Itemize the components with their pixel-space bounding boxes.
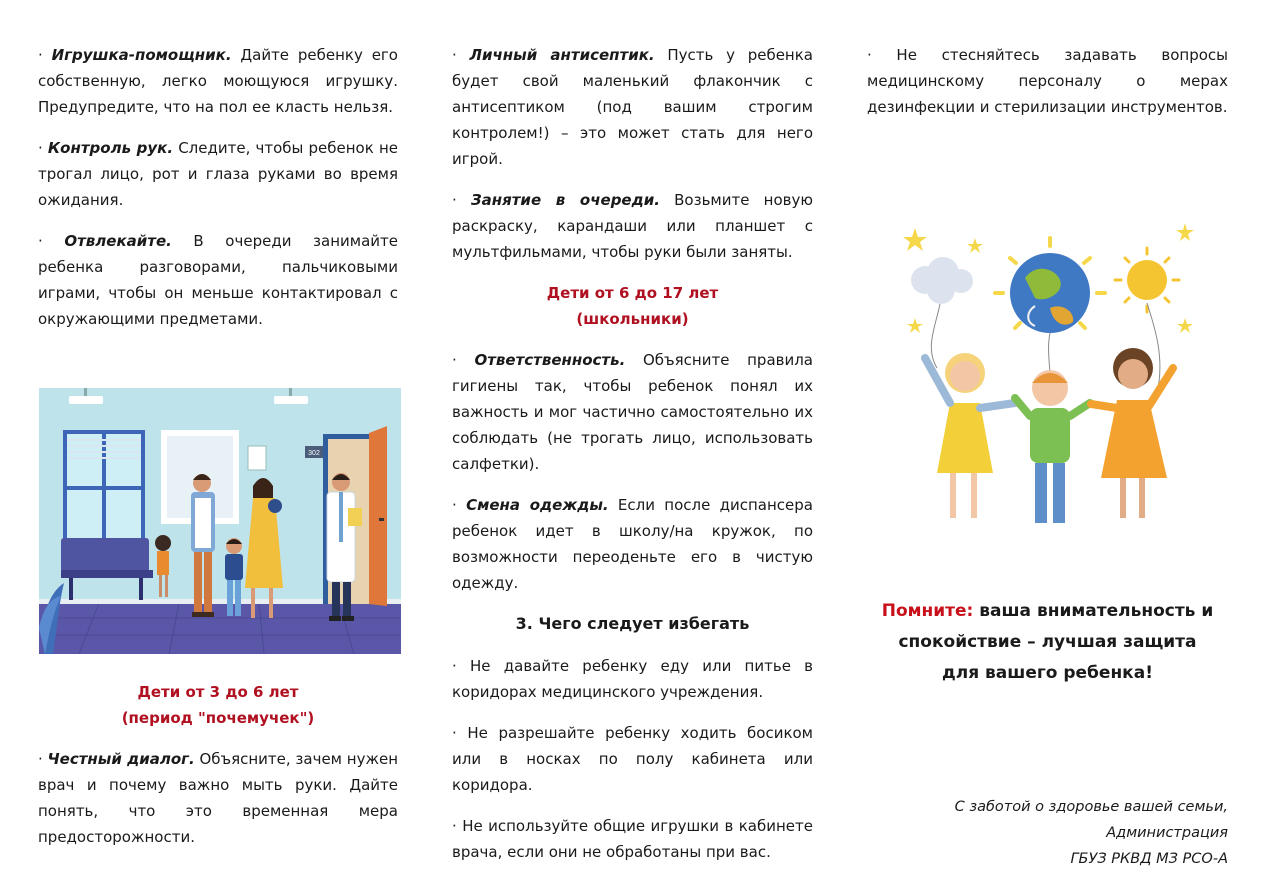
tip-hand-control: · Контроль рук. Следите, чтобы ребенок не трогал лицо, рот и глаза руками во время ожидания. xyxy=(38,139,398,209)
tip-queue-activity: · Занятие в очереди. Возьмите новую раскраску, карандаши или планшет с мультфильмами, чтобы руки были заняты. xyxy=(452,191,813,261)
tip-title: Смена одежды. xyxy=(466,496,609,514)
tip-title: Личный антисептик. xyxy=(469,46,655,64)
column-2 xyxy=(452,42,813,880)
room-number: 302 xyxy=(308,450,320,457)
tip-title: Ответственность. xyxy=(474,351,626,369)
remember-label: Помните: xyxy=(881,601,974,621)
signature-line: Администрация xyxy=(1106,825,1228,841)
tip-title: Игрушка-помощник. xyxy=(51,46,232,64)
age-group-subtitle: (школьники) xyxy=(576,310,689,328)
signature-line: ГБУЗ РКВД МЗ РСО-А xyxy=(1070,851,1228,867)
section-title-avoid: 3. Чего следует избегать xyxy=(515,614,750,633)
tip-title: Контроль рук. xyxy=(47,139,174,157)
tip-toy-helper: · Игрушка-помощник. Дайте ребенку его собственную, легко моющуюся игрушку. Предупредите, что на пол ее класть нельзя. xyxy=(38,46,398,116)
tip-change-clothes: · Смена одежды. Если после диспансера ребенок идет в школу/на кружок, по возможности переоденьте его в чистую одежду. xyxy=(452,496,813,592)
signature xyxy=(868,794,1228,872)
age-group-title: Дети от 6 до 17 лет xyxy=(546,284,719,302)
remember-note: Помните: ваша внимательность и спокойствие – лучшая защита для вашего ребенка! xyxy=(881,601,1214,683)
age-group-subtitle: (период "почемучек") xyxy=(121,709,315,727)
tip-title: Занятие в очереди. xyxy=(470,191,660,209)
clinic-waiting-room-illustration xyxy=(39,388,401,654)
tip-title: Честный диалог. xyxy=(47,750,195,768)
age-group-title: Дети от 3 до 6 лет xyxy=(137,683,299,701)
column-3 xyxy=(867,42,1228,135)
kids-with-balloons-illustration xyxy=(895,218,1205,558)
column-1 xyxy=(38,42,398,347)
avoid-item: · Не используйте общие игрушки в кабинете врача, если они не обработаны при вас. xyxy=(452,817,813,861)
tip-personal-antiseptic: · Личный антисептик. Пусть у ребенка будет свой маленький флакончик с антисептиком (под вашим строгим контролем!) – это может стать для него игрой. xyxy=(452,46,813,168)
avoid-item: · Не давайте ребенку еду или питье в коридорах медицинского учреждения. xyxy=(452,657,813,701)
age-group-6-17 xyxy=(452,280,813,332)
tip-distract: · Отвлекайте. В очереди занимайте ребенка разговорами, пальчиковыми играми, чтобы он меньше контактировал с окружающими предметами. xyxy=(38,232,398,328)
signature-line: С заботой о здоровье вашей семьи, xyxy=(954,799,1228,815)
tip-honest-dialog: · Честный диалог. Объясните, зачем нужен врач и почему важно мыть руки. Дайте понять, что это временная мера предосторожности. xyxy=(38,750,398,846)
age-group-3-6 xyxy=(38,679,398,731)
tip-ask-staff: · Не стесняйтесь задавать вопросы медицинскому персоналу о мерах дезинфекции и стерилизации инструментов. xyxy=(867,46,1228,116)
tip-responsibility: · Ответственность. Объясните правила гигиены так, чтобы ребенок понял их важность и мог частично самостоятельно их соблюдать (не трогать лицо, использовать салфетки). xyxy=(452,351,813,473)
avoid-item: · Не разрешайте ребенку ходить босиком или в носках по полу кабинета или коридора. xyxy=(452,724,813,794)
tip-title: Отвлекайте. xyxy=(64,232,172,250)
